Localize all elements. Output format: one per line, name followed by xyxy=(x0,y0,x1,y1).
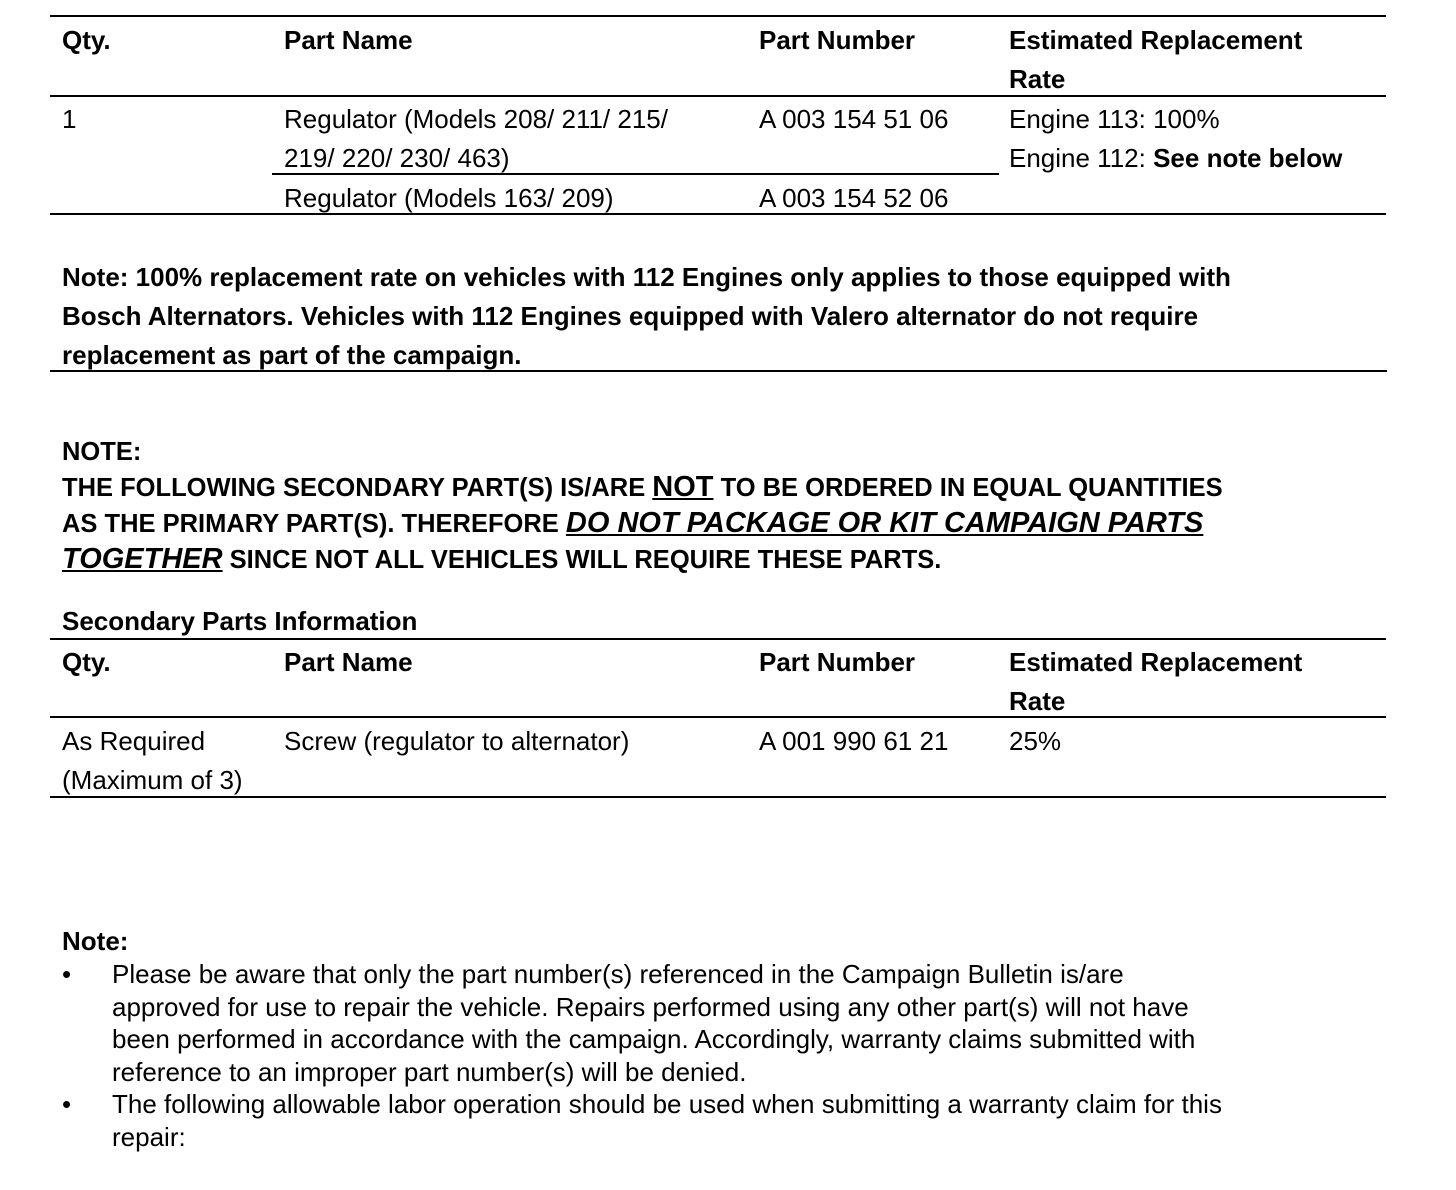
secondary-row-rate: 25% xyxy=(1009,726,1062,756)
row1-qty: 1 xyxy=(62,104,77,134)
secondary-header-part-name: Part Name xyxy=(284,647,413,677)
row2-part-name: Regulator (Models 163/ 209) xyxy=(284,183,614,213)
bullet-icon: • xyxy=(62,1089,72,1119)
bullet-icon: • xyxy=(62,959,72,989)
engine-note-line1: Note: 100% replacement rate on vehicles with 112 Engines only applies to those equipped with xyxy=(62,262,1231,292)
table-top-rule xyxy=(50,15,1386,17)
notice-do-not-package: DO NOT PACKAGE OR KIT CAMPAIGN PARTS xyxy=(565,507,1204,539)
notice-heading: NOTE: xyxy=(62,438,142,466)
row1-rate-line1: Engine 113: 100% xyxy=(1009,104,1220,134)
notice-line1-b: TO BE ORDERED IN EQUAL QUANTITIES xyxy=(713,474,1223,502)
notice-line2-a: AS THE PRIMARY PART(S). THEREFORE xyxy=(62,510,566,538)
header-part-number: Part Number xyxy=(759,25,916,55)
secondary-row-qty-line2: (Maximum of 3) xyxy=(62,765,243,795)
notice-line1-a: THE FOLLOWING SECONDARY PART(S) IS/ARE xyxy=(62,474,653,502)
notice-line2 xyxy=(62,506,1223,542)
secondary-bottom-rule xyxy=(50,796,1386,798)
notice-together: TOGETHER xyxy=(62,543,223,575)
bullet-text: Please be aware that only the part number(s) referenced in the Campaign Bulletin is/are approved for use to repair the vehicle. Repairs performed using any other part(s) will not have been performed in accordance with the campaign. Accordingly, warranty claims submitted with reference to an improper part number(s) will be denied. xyxy=(112,959,1196,1087)
engine-note-line2: Bosch Alternators. Vehicles with 112 Engines equipped with Valero alternator do not require xyxy=(62,301,1199,331)
row-divider xyxy=(272,173,999,175)
see-note-below: See note below xyxy=(1153,143,1343,173)
header-qty: Qty. xyxy=(62,25,111,55)
secondary-top-rule xyxy=(50,638,1386,640)
bullet-item xyxy=(62,1088,1222,1153)
header-rate-line1: Estimated Replacement xyxy=(1009,25,1303,55)
row1-rate-line2 xyxy=(1009,139,1342,178)
rate-line2-prefix: Engine 112: xyxy=(1009,143,1154,173)
secondary-header-rate-line1: Estimated Replacement xyxy=(1009,647,1303,677)
secondary-table-title: Secondary Parts Information xyxy=(62,606,418,636)
engine-note xyxy=(62,258,1231,375)
bullet-text: The following allowable labor operation should be used when submitting a warranty claim for this repair: xyxy=(112,1089,1222,1152)
bullet-item xyxy=(62,958,1202,1088)
final-note-bullets xyxy=(62,958,1262,1153)
header-part-name: Part Name xyxy=(284,25,413,55)
secondary-row-part-number: A 001 990 61 21 xyxy=(759,726,949,756)
header-bottom-rule xyxy=(50,95,1386,97)
notice-line3 xyxy=(62,542,1223,578)
secondary-row-part-name: Screw (regulator to alternator) xyxy=(284,726,630,756)
secondary-header-part-number: Part Number xyxy=(759,647,916,677)
secondary-header-qty: Qty. xyxy=(62,647,111,677)
secondary-header-rule xyxy=(50,716,1386,718)
secondary-row-qty-line1: As Required xyxy=(62,726,206,756)
engine-note-rule xyxy=(50,370,1387,372)
notice-not: NOT xyxy=(652,471,714,503)
notice-line3-b: SINCE NOT ALL VEHICLES WILL REQUIRE THESE PARTS. xyxy=(222,546,942,574)
table-bottom-rule xyxy=(50,213,1386,215)
secondary-notice xyxy=(62,435,1223,578)
row1-part-name-line1: Regulator (Models 208/ 211/ 215/ xyxy=(284,104,668,134)
engine-note-line3: replacement as part of the campaign. xyxy=(62,340,522,370)
secondary-header-rate-line2: Rate xyxy=(1009,686,1066,716)
row1-part-number: A 003 154 51 06 xyxy=(759,104,949,134)
row1-part-name-line2: 219/ 220/ 230/ 463) xyxy=(284,143,510,173)
final-note-heading: Note: xyxy=(62,926,129,956)
row2-part-number: A 003 154 52 06 xyxy=(759,183,949,213)
header-rate-line2: Rate xyxy=(1009,64,1066,94)
notice-line1 xyxy=(62,470,1223,506)
